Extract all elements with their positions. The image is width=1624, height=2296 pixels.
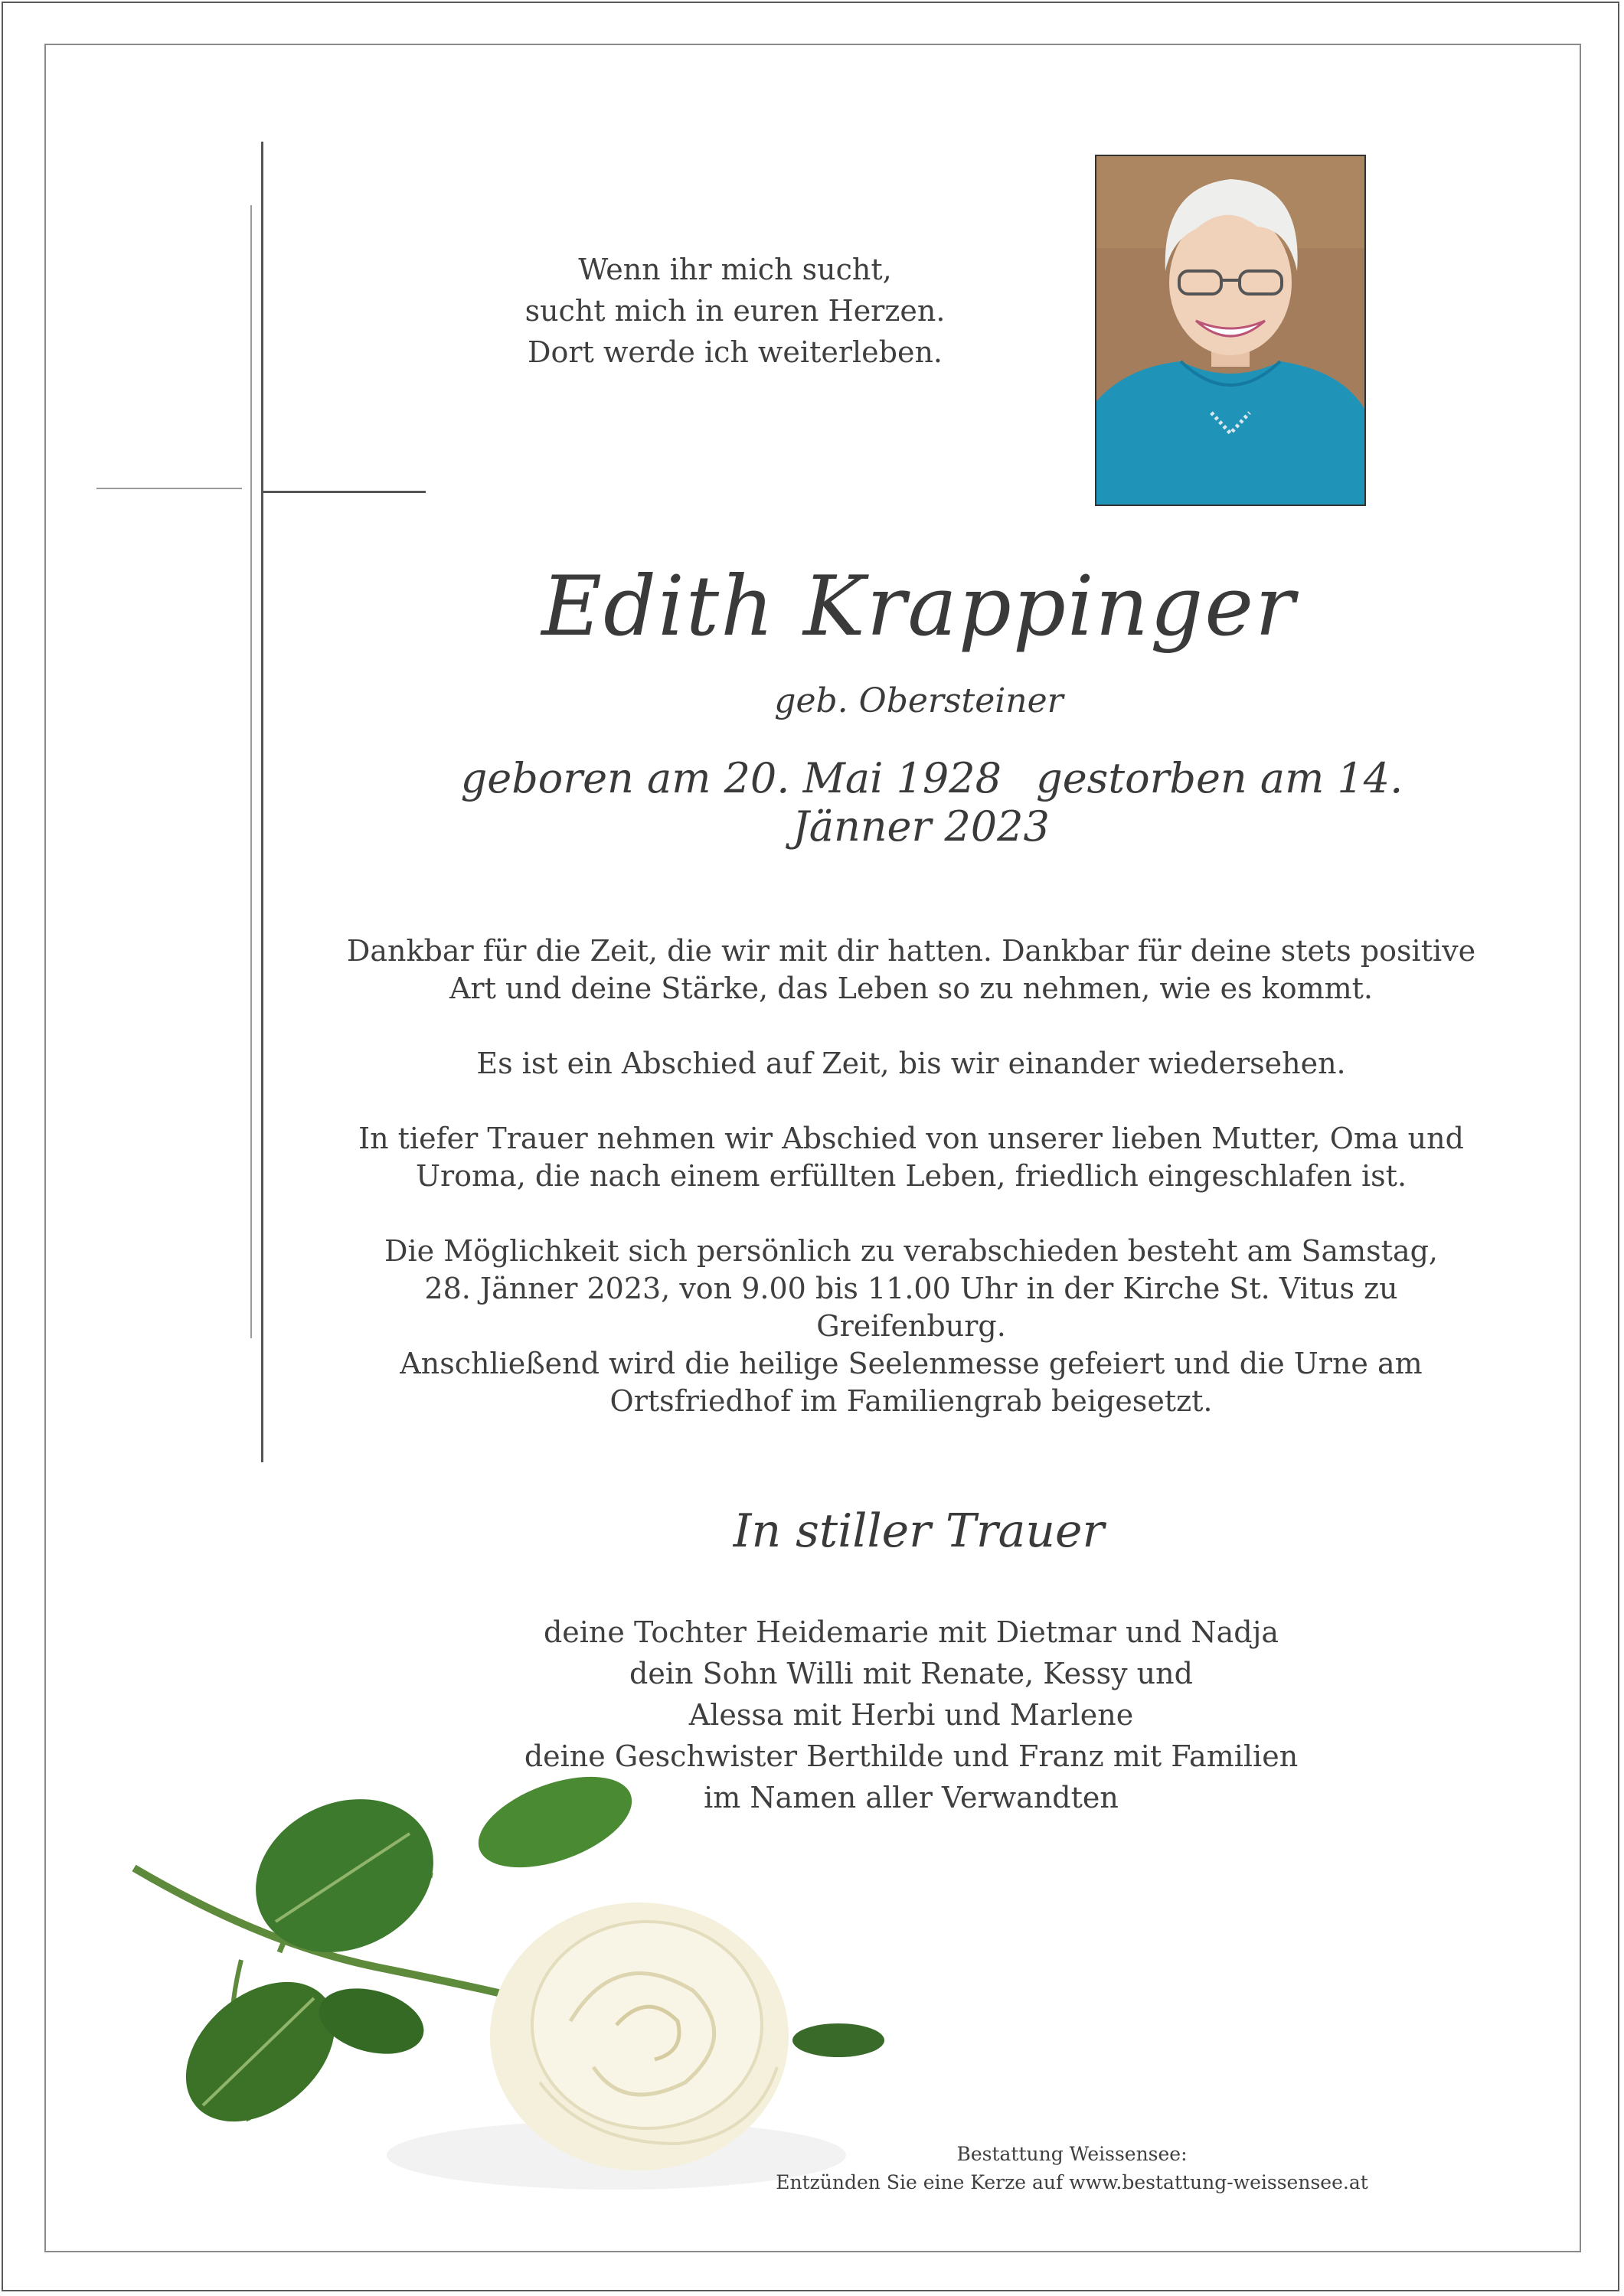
maiden-name: geb. Obersteiner [774, 681, 1064, 720]
portrait-illustration [1096, 156, 1364, 505]
cross-vertical-thin-line [250, 205, 252, 1338]
mourner-line: deine Tochter Heidemarie mit Dietmar und Nadja [543, 1615, 1279, 1649]
cross-horizontal-right-line [263, 491, 426, 493]
obituary-paragraph: Es ist ein Abschied auf Zeit, bis wir einander wiedersehen. [476, 1047, 1346, 1080]
footer [727, 2140, 1417, 2196]
funeral-home-name: Bestattung Weissensee: [956, 2143, 1188, 2165]
cross-horizontal-left-line [96, 488, 242, 489]
death-date: gestorben am 14. Jänner 2023 [792, 754, 1403, 851]
motto-line: Dort werde ich weiterleben. [527, 335, 943, 369]
motto [475, 249, 995, 373]
obituary-paragraph: Die Möglichkeit sich persönlich zu verabschieden besteht am Samstag, 28. Jänner 2023, von 9.00 bis 11.00 Uhr in der Kirche St. Vitus zu Greifenburg. Anschließend wird die heilige Seelenmesse gefeiert und die Urne am Ortsfriedhof im Familiengrab beigesetzt. [384, 1234, 1438, 1418]
obituary-paragraph: Dankbar für die Zeit, die wir mit dir hatten. Dankbar für deine stets positive Art und deine Stärke, das Leben so zu nehmen, wie es kommt. [346, 934, 1476, 1005]
mourner-line: Alessa mit Herbi und Marlene [688, 1698, 1134, 1732]
life-dates [398, 754, 1455, 851]
mourner-line: dein Sohn Willi mit Renate, Kessy und [629, 1657, 1193, 1690]
deceased-name: Edith Krappinger [541, 559, 1296, 655]
mourning-title: In stiller Trauer [733, 1504, 1105, 1558]
motto-line: Wenn ihr mich sucht, [578, 253, 892, 286]
mourner-line: deine Geschwister Berthilde und Franz mit Familien [524, 1739, 1299, 1773]
obituary-paragraph: In tiefer Trauer nehmen wir Abschied von unserer lieben Mutter, Oma und Uroma, die nach einem erfüllten Leben, friedlich eingeschlafen ist. [358, 1122, 1464, 1193]
cross-vertical-line [261, 142, 263, 1462]
portrait-photo [1095, 155, 1366, 506]
mourner-line: im Namen aller Verwandten [704, 1781, 1119, 1814]
candle-website-text: Entzünden Sie eine Kerze auf www.bestattung-weissensee.at [776, 2171, 1368, 2193]
obituary-text [337, 932, 1485, 1458]
motto-line: sucht mich in euren Herzen. [524, 294, 946, 328]
birth-date: geboren am 20. Mai 1928 [460, 754, 1002, 802]
